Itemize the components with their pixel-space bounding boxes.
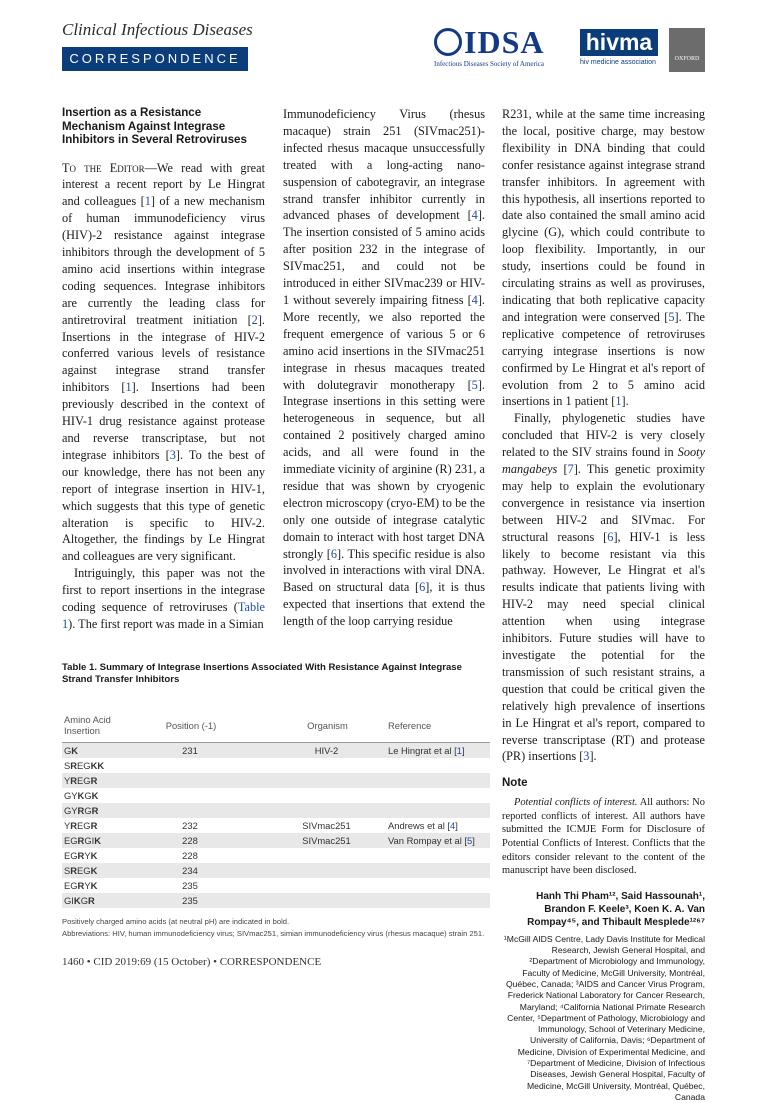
author-list: Hanh Thi Pham¹², Said Hassounah¹, Brandon F. Keele³, Koen K. A. Van Rompay⁴⁵, and Thibault Mesplede¹²⁶⁷ (527, 890, 705, 928)
table-row (62, 818, 490, 833)
col-header: Organism (267, 708, 386, 743)
cell-position: 235 (113, 893, 267, 908)
paragraph-2-continued (283, 106, 485, 630)
idsa-logo (434, 24, 574, 70)
cell-reference (386, 803, 490, 818)
cell-position (113, 758, 267, 773)
table-1 (62, 662, 490, 940)
note-heading: Note (502, 777, 528, 790)
oxford-logo-text: OXFORD (674, 56, 700, 62)
paragraph-1 (62, 160, 265, 566)
table-header-row (62, 708, 490, 743)
citation-link[interactable]: 1 (456, 745, 463, 756)
col-header: Position (-1) (113, 708, 267, 743)
cell-insertion: SREGK (62, 863, 113, 878)
paragraph-2 (62, 565, 265, 633)
cell-insertion: SREGKK (64, 760, 105, 771)
citation-link[interactable]: 7 (567, 462, 574, 477)
cell-position: 234 (113, 863, 267, 878)
cell-reference: Le Hingrat et al [1] (386, 743, 490, 759)
conflicts-label: Potential conflicts of interest. (514, 797, 638, 809)
table-row (62, 758, 490, 773)
paragraph-1-text: —We read with great interest a recent report by Le Hingrat and colleagues [1] of a new mechanism of human immunodeficiency virus (HIV)-2 resistance against integrase inhibitors through the development of 5 amino acid insertions within integrase coding sequences. Integrase inhibitors are currently the leading class for antiretroviral treatment initiation [2]. Insertions in the integrase of HIV-2 conferred various levels of resistance against integrase strand transfer inhibitors [1]. Insertions had been previously described in the context of HIV-1 drug resistance against protease and reverse transcriptase, but not integrase inhibitors [3]. To the best of our knowledge, there has not been any report of integrase insertion in HIV-1, which suggests that this type of genetic alteration is specific to HIV-2. Altogether, the findings by Le Hingrat and colleagues are very significant. (62, 160, 266, 564)
cell-position (113, 773, 267, 788)
citation-link[interactable]: 1 (144, 194, 151, 209)
table-1-link[interactable]: Table 1 (62, 600, 265, 631)
hivma-logo-sub: hiv medicine association (580, 59, 656, 66)
table-row (62, 803, 490, 818)
paragraph-2-text-a: Intriguingly, this paper was not the first to report insertions in the integrase coding sequence of retroviruses ( (62, 566, 265, 615)
affiliations: ¹McGill AIDS Centre, Lady Davis Institute for Medical Research, Jewish General Hospital, and ²Department of Microbiology and Immunology, Faculty of Medicine, McGill University, Montréal, Québec, Canada; ³AIDS and Cancer Virus Program, Frederick National Laboratory for Cancer Research, Maryland; ⁴California National Primate Research Center, ⁵Department of Pathology, Microbiology and Immunology, School of Veterinary Medicine, University of California, Davis; ⁶Department of Medicine, Division of Experimental Medicine, and ⁷Department of Medicine, Division of Infectious Diseases, Jewish General Hospital, Faculty of Medicine, McGill University, Montréal, Québec, Canada (503, 933, 705, 1102)
cell-organism (267, 773, 386, 788)
to-editor: To the Editor (62, 160, 145, 175)
citation-link[interactable]: 4 (471, 292, 478, 307)
cell-organism (267, 878, 386, 893)
paragraph-3-text-a: Finally, phylogenetic studies have concluded that HIV-2 is very closely related to the SIV strains found in (502, 411, 705, 460)
paragraph-2-text-b: ). The first report was made in a Simian (68, 616, 264, 631)
column-3 (502, 106, 705, 1103)
cell-organism (267, 803, 386, 818)
cell-organism (267, 848, 386, 863)
cell-reference: Van Rompay et al [5] (386, 833, 490, 848)
citation-link[interactable]: 4 (450, 820, 456, 831)
cell-reference: Andrews et al [4] (388, 820, 458, 831)
cell-reference (386, 773, 490, 788)
cell-insertion: GK (62, 743, 113, 759)
cell-insertion: GIKGR (62, 893, 113, 908)
paragraph-3-text-b: [7]. This genetic proximity may help to explain the evolutionary convergence in resistance via insertion between HIV-2 and SIVmac. For structural reasons [6], HIV-1 is less likely to become resistant via this pathway. However, Le Hingrat et al's results indicate that patients living with HIV-2 may need special clinical attention when using integrase inhibitors. Future studies will have to investigate the potential for the transmission of such resistant strains, a question that could be critical given the relatively high prevalence of insertions in Le Hingrat et al's report, compared to reverse transcriptase (RT) and protease (PR) insertions [3]. (502, 462, 706, 764)
cell-insertion: EGRYK (64, 850, 98, 861)
cell-insertion: GYRGR (62, 803, 113, 818)
oxford-logo (669, 28, 705, 72)
cell-position: 232 (182, 820, 198, 831)
paragraph-2-tail: R231, while at the same time increasing the local, positive charge, may bestow flexibility in DNA binding that could confer resistance against integrase strand transfer inhibitors. In agreement with this hypothesis, all insertions reported to date also contained the small amino acid glycine (G), which could contribute to loop flexibility. Importantly, in our study, insertions could be found in circulating strains as well as proviruses, indicating that both replicative capacity and integration were conserved [5]. The replicative competence of retroviruses carrying integrase insertions is now confirmed by Le Hingrat et al's report of evolution from 2 to 5 amino acid insertions in 1 patient [1]. (502, 107, 705, 409)
citation-link[interactable]: 3 (583, 749, 590, 764)
cell-position: 228 (113, 833, 267, 848)
table-footnote: Abbreviations: HIV, human immunodeficiency virus; SIVmac251, simian immunodeficiency virus (rhesus macaque) strain 251. (62, 929, 485, 938)
section-banner: CORRESPONDENCE (62, 47, 248, 71)
table-row (62, 863, 490, 878)
table-footnotes (62, 916, 490, 940)
table-row (62, 893, 490, 908)
citation-link[interactable]: 6 (607, 529, 614, 544)
cell-organism (267, 863, 386, 878)
citation-link[interactable]: 6 (419, 580, 426, 595)
conflicts-paragraph (502, 796, 705, 878)
journal-title: Clinical Infectious Diseases (62, 20, 253, 39)
article-title: Insertion as a Resistance Mechanism Against Integrase Inhibitors in Several Retroviruses (62, 106, 247, 146)
table-row (62, 848, 490, 863)
cell-organism (267, 788, 386, 803)
cell-organism: SIVmac251 (267, 833, 386, 848)
citation-link[interactable]: 6 (330, 546, 338, 561)
cell-reference (386, 878, 490, 893)
column-2 (283, 106, 485, 641)
idsa-seal-icon (434, 28, 462, 56)
cell-reference (386, 758, 490, 773)
cell-reference (386, 788, 490, 803)
paragraph-2-text-c: Immunodeficiency Virus (rhesus macaque) strain 251 (SIVmac251)-infected rhesus macaque unsuccessfully treated with a long-acting nano-suspension of cabotegravir, an integrase strand transfer inhibitor currently in advanced phases of development [4]. The insertion consisted of 5 amino acids after position 232 in the integrase of SIVmac251, and could not be introduced in either SIVmac239 or HIV-1 without severely impairing fitness [4]. More recently, we also reported the frequent emergence of various 5 or 6 amino acid insertions in the SIVmac251 integrase in rhesus macaques treated with dolutegravir monotherapy [5]. Integrase insertions in this setting were heterogeneous in sequence, but all contained 2 positively charged amino acids, and all were found in the immediate vicinity of arginine (R) 231, a residue that was shown by cryogenic electron microscopy (cryo-EM) to be the only one outside of integrase catalytic domain to interact with host target DNA strongly [6]. This specific residue is also involved in interactions with viral DNA. Based on structural data [6], it is thus expected that insertions that extend the length of the loop carrying residue (283, 107, 485, 629)
cell-reference (386, 893, 490, 908)
col-header: Reference (386, 708, 490, 743)
cell-organism (267, 893, 386, 908)
cell-insertion: YREGR (62, 773, 113, 788)
cell-position (113, 803, 267, 818)
table-row (62, 743, 490, 759)
paragraph-3 (502, 410, 705, 765)
cell-insertion: EGRYK (64, 880, 98, 891)
cell-insertion: EGRGIK (62, 833, 113, 848)
column-1 (62, 106, 265, 633)
cell-position: 235 (182, 880, 198, 891)
cell-organism (267, 758, 386, 773)
hivma-logo-word: hivma (580, 29, 658, 56)
cell-insertion: GYKGK (64, 790, 99, 801)
cell-position: 231 (113, 743, 267, 759)
hivma-logo (580, 29, 658, 71)
citation-link[interactable]: 5 (471, 377, 478, 392)
citation-link[interactable]: 5 (668, 309, 675, 324)
cell-position (113, 788, 267, 803)
cell-organism: SIVmac251 (302, 820, 351, 831)
insertions-table (62, 708, 490, 908)
citation-link[interactable]: 2 (251, 312, 258, 327)
cell-position: 228 (182, 850, 198, 861)
cell-organism: HIV-2 (267, 743, 386, 759)
cell-reference (386, 863, 490, 878)
table-row (62, 833, 490, 848)
cell-insertion: YREGR (64, 820, 98, 831)
table-row (62, 773, 490, 788)
citation-link[interactable]: 3 (169, 447, 176, 462)
col-header: Amino Acid Insertion (62, 708, 113, 743)
idsa-logo-sub: Infectious Diseases Society of America (434, 60, 545, 68)
citation-link[interactable]: 1 (125, 380, 132, 395)
citation-link[interactable]: 1 (615, 394, 622, 409)
citation-link[interactable]: 4 (471, 208, 478, 223)
cell-reference (386, 848, 490, 863)
table-row (62, 788, 490, 803)
page-footer: 1460 • CID 2019:69 (15 October) • CORRESPONDENCE (62, 956, 322, 968)
table-row (62, 878, 490, 893)
table-caption: Table 1. Summary of Integrase Insertions Associated With Resistance Against Integrase Strand Transfer Inhibitors (62, 662, 462, 685)
table-footnote: Positively charged amino acids (at neutral pH) are indicated in bold. (62, 917, 290, 926)
citation-link[interactable]: 5 (467, 835, 473, 846)
paragraph-3-italic: Sooty mangabeys (502, 445, 705, 477)
idsa-logo-word: IDSA (464, 24, 545, 60)
conflicts-text: All authors: No reported conflicts of interest. All authors have submitted the ICMJE Form for Disclosure of Potential Conflicts of Interest. Conflicts that the editors consider relevant to the content of the manuscript have been disclosed. (502, 797, 705, 877)
